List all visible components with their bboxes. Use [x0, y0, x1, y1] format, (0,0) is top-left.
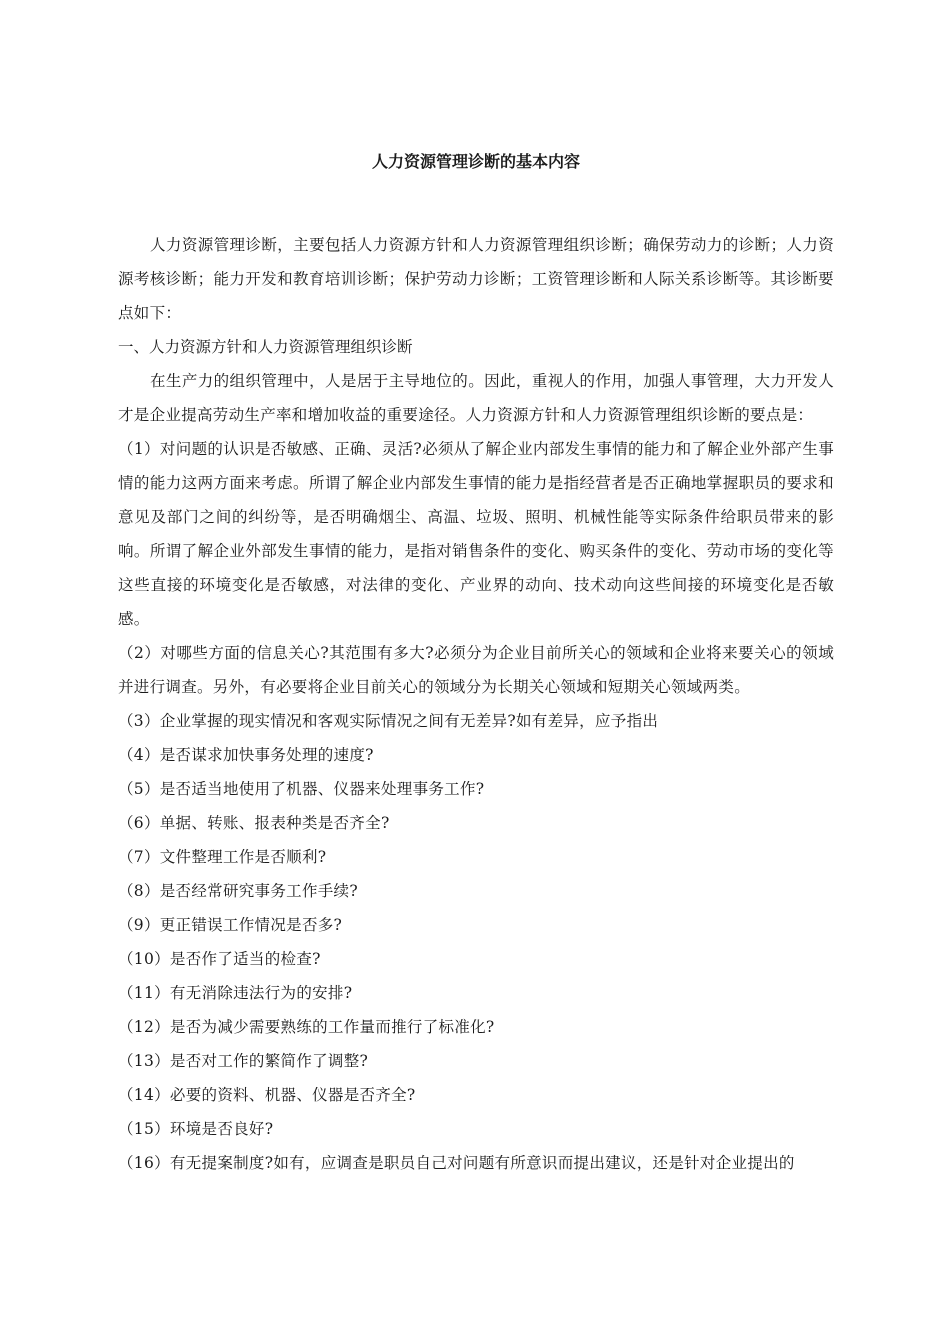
section-heading: 一、人力资源方针和人力资源管理组织诊断 [118, 338, 413, 356]
intro-paragraph: 人力资源管理诊断，主要包括人力资源方针和人力资源管理组织诊断；确保劳动力的诊断；人力资源考核诊断；能力开发和教育培训诊断；保护劳动力诊断；工资管理诊断和人际关系诊断等。其诊断要点如下： [118, 236, 834, 322]
list-item: （16）有无提案制度?如有，应调查是职员自己对问题有所意识而提出建议，还是针对企业提出的 [118, 1154, 795, 1172]
list-item: （8）是否经常研究事务工作手续? [118, 882, 358, 900]
document-body [118, 150, 834, 1180]
list-item: （7）文件整理工作是否顺利? [118, 848, 327, 866]
list-item: （13）是否对工作的繁简作了调整? [118, 1052, 369, 1070]
list-item: （14）必要的资料、机器、仪器是否齐全? [118, 1086, 416, 1104]
list-item: （6）单据、转账、报表种类是否齐全? [118, 814, 390, 832]
list-item: （5）是否适当地使用了机器、仪器来处理事务工作? [118, 780, 485, 798]
list-item: （11）有无消除违法行为的安排? [118, 984, 353, 1002]
list-item: （2）对哪些方面的信息关心?其范围有多大?必须分为企业目前所关心的领域和企业将来要关心的领域并进行调查。另外，有必要将企业目前关心的领域分为长期关心领域和短期关心领域两类。 [118, 644, 834, 696]
list-item: （9）更正错误工作情况是否多? [118, 916, 343, 934]
list-item: （1）对问题的认识是否敏感、正确、灵活?必须从了解企业内部发生事情的能力和了解企业外部产生事情的能力这两方面来考虑。所谓了解企业内部发生事情的能力是指经营者是否正确地掌握职员的要求和意见及部门之间的纠纷等，是否明确烟尘、高温、垃圾、照明、机械性能等实际条件给职员带来的影响。所谓了解企业外部发生事情的能力，是指对销售条件的变化、购买条件的变化、劳动市场的变化等这些直接的环境变化是否敏感，对法律的变化、产业界的动向、技术动向这些间接的环境变化是否敏感。 [118, 440, 834, 628]
list-item: （12）是否为减少需要熟练的工作量而推行了标准化? [118, 1018, 495, 1036]
list-item: （10）是否作了适当的检查? [118, 950, 321, 968]
list-item: （15）环境是否良好? [118, 1120, 274, 1138]
section-paragraph: 在生产力的组织管理中，人是居于主导地位的。因此，重视人的作用，加强人事管理，大力开发人才是企业提高劳动生产率和增加收益的重要途径。人力资源方针和人力资源管理组织诊断的要点是： [118, 372, 834, 424]
list-item: （4）是否谋求加快事务处理的速度? [118, 746, 374, 764]
document-title: 人力资源管理诊断的基本内容 [371, 152, 580, 171]
list-item: （3）企业掌握的现实情况和客观实际情况之间有无差异?如有差异，应予指出 [118, 712, 659, 730]
checklist [118, 432, 834, 1180]
